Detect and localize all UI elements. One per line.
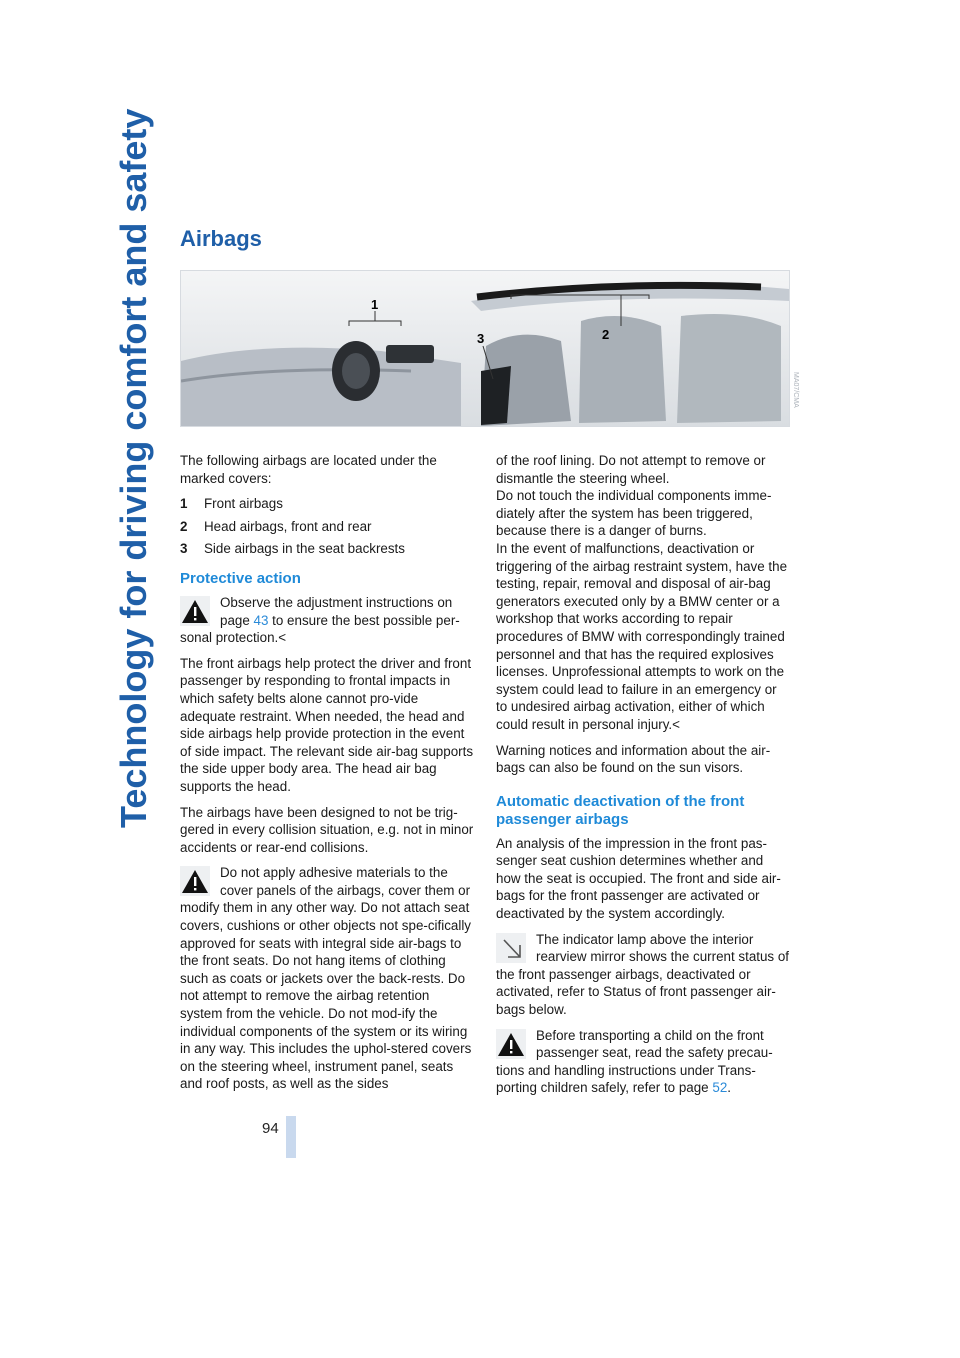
figure-label-1: 1 [371, 297, 379, 312]
page-marker-bar [286, 1116, 296, 1158]
list-item: 1 Front airbags [180, 496, 283, 512]
body-paragraph: In the event of malfunctions, deactivation or triggering of the airbag restraint system, have the testing, repair, removal and disposal of air-bag generators executed only by a BMW center or a workshop that works according to repair procedures of BMW with correspondingly trained personnel and that has the required explosives licenses. Unprofessional attempts to work on the system could lead to failure in an emergency or to undesired airbag activation, either of which could result in personal injury.< [496, 540, 788, 732]
warning-triangle-icon [180, 596, 220, 630]
intro-text: The following airbags are located under the marked covers: [180, 453, 437, 486]
page-link-43[interactable]: 43 [253, 612, 269, 628]
page-link-52[interactable]: 52 [712, 1080, 728, 1096]
indicator-note: The indicator lamp above the interior rearview mirror shows the current status of the front passenger airbags, deactivated or activated, refer to Status of front passenger air-bags below. [496, 931, 790, 1018]
body-paragraph: An analysis of the impression in the front pas-senger seat cushion determines whether and how the seat is occupied. The front and side air-bags for the front passenger are activated or deactivated by the system accordingly. [496, 835, 781, 922]
page-number: 94 [262, 1120, 279, 1137]
column-left [180, 452, 474, 1101]
airbag-illustration [180, 270, 790, 427]
body-paragraph: The airbags have been designed to not be trig-gered in every collision situation, e.g. not in minor accidents or rear-end collisions. [180, 804, 474, 855]
warning-triangle-icon [180, 866, 220, 900]
warning-note: Observe the adjustment instructions on page 43 to ensure the best possible per-sonal protection.< [180, 594, 460, 646]
page-heading: Airbags [180, 226, 262, 251]
body-paragraph: The front airbags help protect the driver and front passenger by responding to frontal impacts in which safety belts alone cannot pro-vide adequate restraint. When needed, the head and side airbags help provide protection in the event of side impact. The relevant side air-bag supports the side upper body area. The head air bag supports the head. [180, 655, 474, 794]
body-paragraph: Warning notices and information about the air-bags can also be found on the sun visors. [496, 742, 771, 776]
list-item: 3 Side airbags in the seat backrests [180, 541, 405, 557]
arrow-note-icon [496, 933, 536, 967]
warning-note: Do not apply adhesive materials to the cover panels of the airbags, cover them or modify them in any other way. Do not attach seat covers, cushions or other objects not spe-cifically approved for seats with integral side air-bags to the front seats. Do not hang items of clothing such as coats or jackets over the back-rests. Do not attempt to remove the airbag retention system from the vehicle. Do not mod-ify the individual components of the system or its wiring in any way. This includes the uphol-stered covers on the steering wheel, instrument panel, seats and roof posts, as well as the sides [180, 865, 472, 1092]
section-title-automatic-deactivation: Automatic deactivation of the front passenger airbags [496, 792, 745, 828]
warning-triangle-icon [496, 1029, 536, 1063]
figure-code: MA07/CMA [792, 372, 799, 408]
list-item: 2 Head airbags, front and rear [180, 518, 372, 534]
figure-label-2: 2 [602, 327, 610, 342]
warning-note: Before transporting a child on the front passenger seat, read the safety precau-tions and handling instructions under Trans-porting children safely, refer to page 52. [496, 1027, 773, 1096]
figure-label-3: 3 [477, 331, 485, 346]
body-paragraph: of the roof lining. Do not attempt to remove or dismantle the steering wheel. [496, 453, 766, 486]
car-interior-drawing [181, 271, 789, 426]
section-title-protective-action: Protective action [180, 569, 301, 587]
chapter-side-title: Technology for driving comfort and safety [113, 108, 154, 828]
column-right [496, 452, 790, 1105]
body-paragraph: Do not touch the individual components imme-diately after the system has been triggered, because there is a danger of burns. [496, 488, 772, 539]
